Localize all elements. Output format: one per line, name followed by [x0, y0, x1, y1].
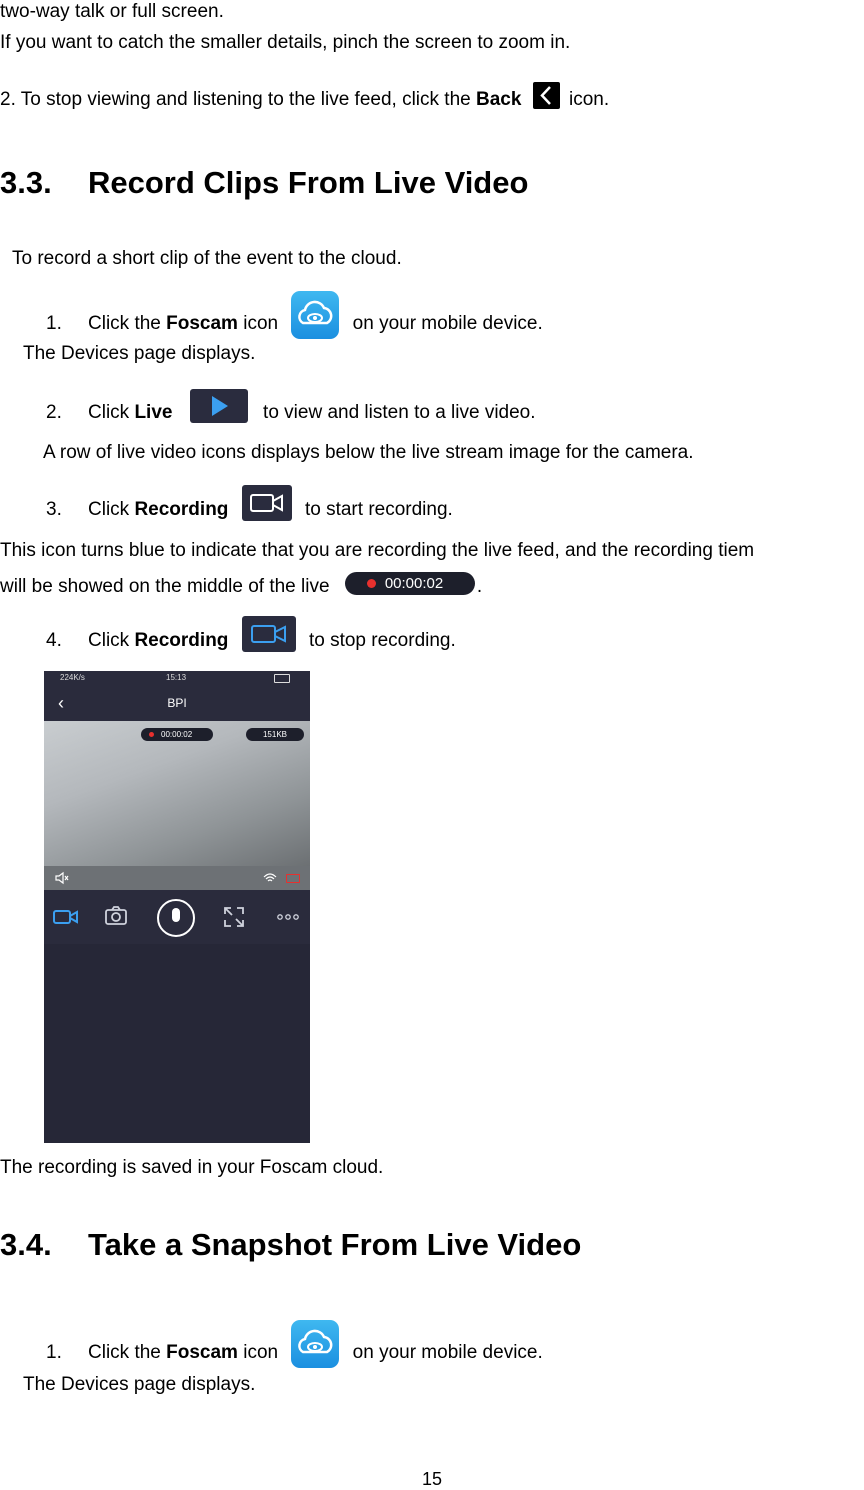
step-2-note: A row of live video icons displays below the live stream image for the camera.: [43, 442, 694, 463]
recording-dot-icon: [149, 732, 154, 737]
recording-timer-badge: 00:00:02: [345, 572, 475, 595]
step-1: 1. Click the Foscam icon on your mobile device.: [46, 309, 543, 339]
status-bar: 224K/s 15:13: [44, 671, 310, 685]
recording-camera-icon: [242, 616, 296, 652]
step-2: 2. Click Live to view and listen to a live video.: [46, 401, 536, 425]
foscam-cloud-eye-icon: [291, 291, 339, 339]
section-intro: To record a short clip of the event to the cloud.: [12, 248, 402, 269]
section-heading-3-3: 3.3. Record Clips From Live Video: [0, 165, 529, 200]
saved-note: The recording is saved in your Foscam cloud.: [0, 1157, 384, 1178]
step-3-note-1: This icon turns blue to indicate that you are recording the live feed, and the recording tiem: [0, 540, 755, 561]
recording-dot-icon: [367, 579, 376, 588]
live-play-icon: [190, 389, 248, 423]
live-video-feed[interactable]: [44, 721, 310, 866]
step-3-note-2: will be showed on the middle of the live 00:00:02 .: [0, 575, 482, 599]
back-chevron-icon: [533, 82, 560, 109]
app-titlebar: [44, 685, 310, 721]
camera-battery-icon: [286, 874, 300, 883]
s34-step-1: 1. Click the Foscam icon on your mobile device.: [46, 1338, 543, 1368]
more-icon[interactable]: [277, 913, 299, 921]
wifi-icon: [262, 871, 278, 885]
recording-timer-badge: 00:00:02: [141, 728, 213, 741]
speaker-mute-icon[interactable]: [54, 871, 70, 885]
step-1-note: The Devices page displays.: [23, 343, 256, 364]
recording-camera-icon[interactable]: [52, 907, 80, 927]
back-chevron-icon[interactable]: ‹: [58, 693, 64, 713]
para-line-2: If you want to catch the smaller details, pinch the screen to zoom in.: [0, 32, 571, 53]
fullscreen-icon[interactable]: [222, 905, 246, 929]
app-screenshot: [44, 671, 310, 1143]
recording-camera-icon: [242, 485, 292, 521]
microphone-icon[interactable]: [157, 899, 195, 937]
battery-icon: [274, 674, 290, 683]
snapshot-camera-icon[interactable]: [104, 905, 128, 927]
foscam-cloud-eye-icon: [291, 1320, 339, 1368]
step-4: 4. Click Recording to stop recording.: [46, 629, 456, 653]
audio-bar: [44, 866, 310, 890]
para-line-3: 2. To stop viewing and listening to the live feed, click the Back icon.: [0, 88, 609, 112]
section-heading-3-4: 3.4. Take a Snapshot From Live Video: [0, 1227, 582, 1262]
s34-step-1-note: The Devices page displays.: [23, 1374, 256, 1395]
page-number: 15: [421, 1469, 443, 1489]
bitrate-badge: 151KB: [246, 728, 304, 741]
para-line-1: two-way talk or full screen.: [0, 1, 224, 22]
step-3: 3. Click Recording to start recording.: [46, 498, 453, 522]
live-control-bar: [44, 890, 310, 944]
camera-name: BPI: [167, 696, 187, 710]
